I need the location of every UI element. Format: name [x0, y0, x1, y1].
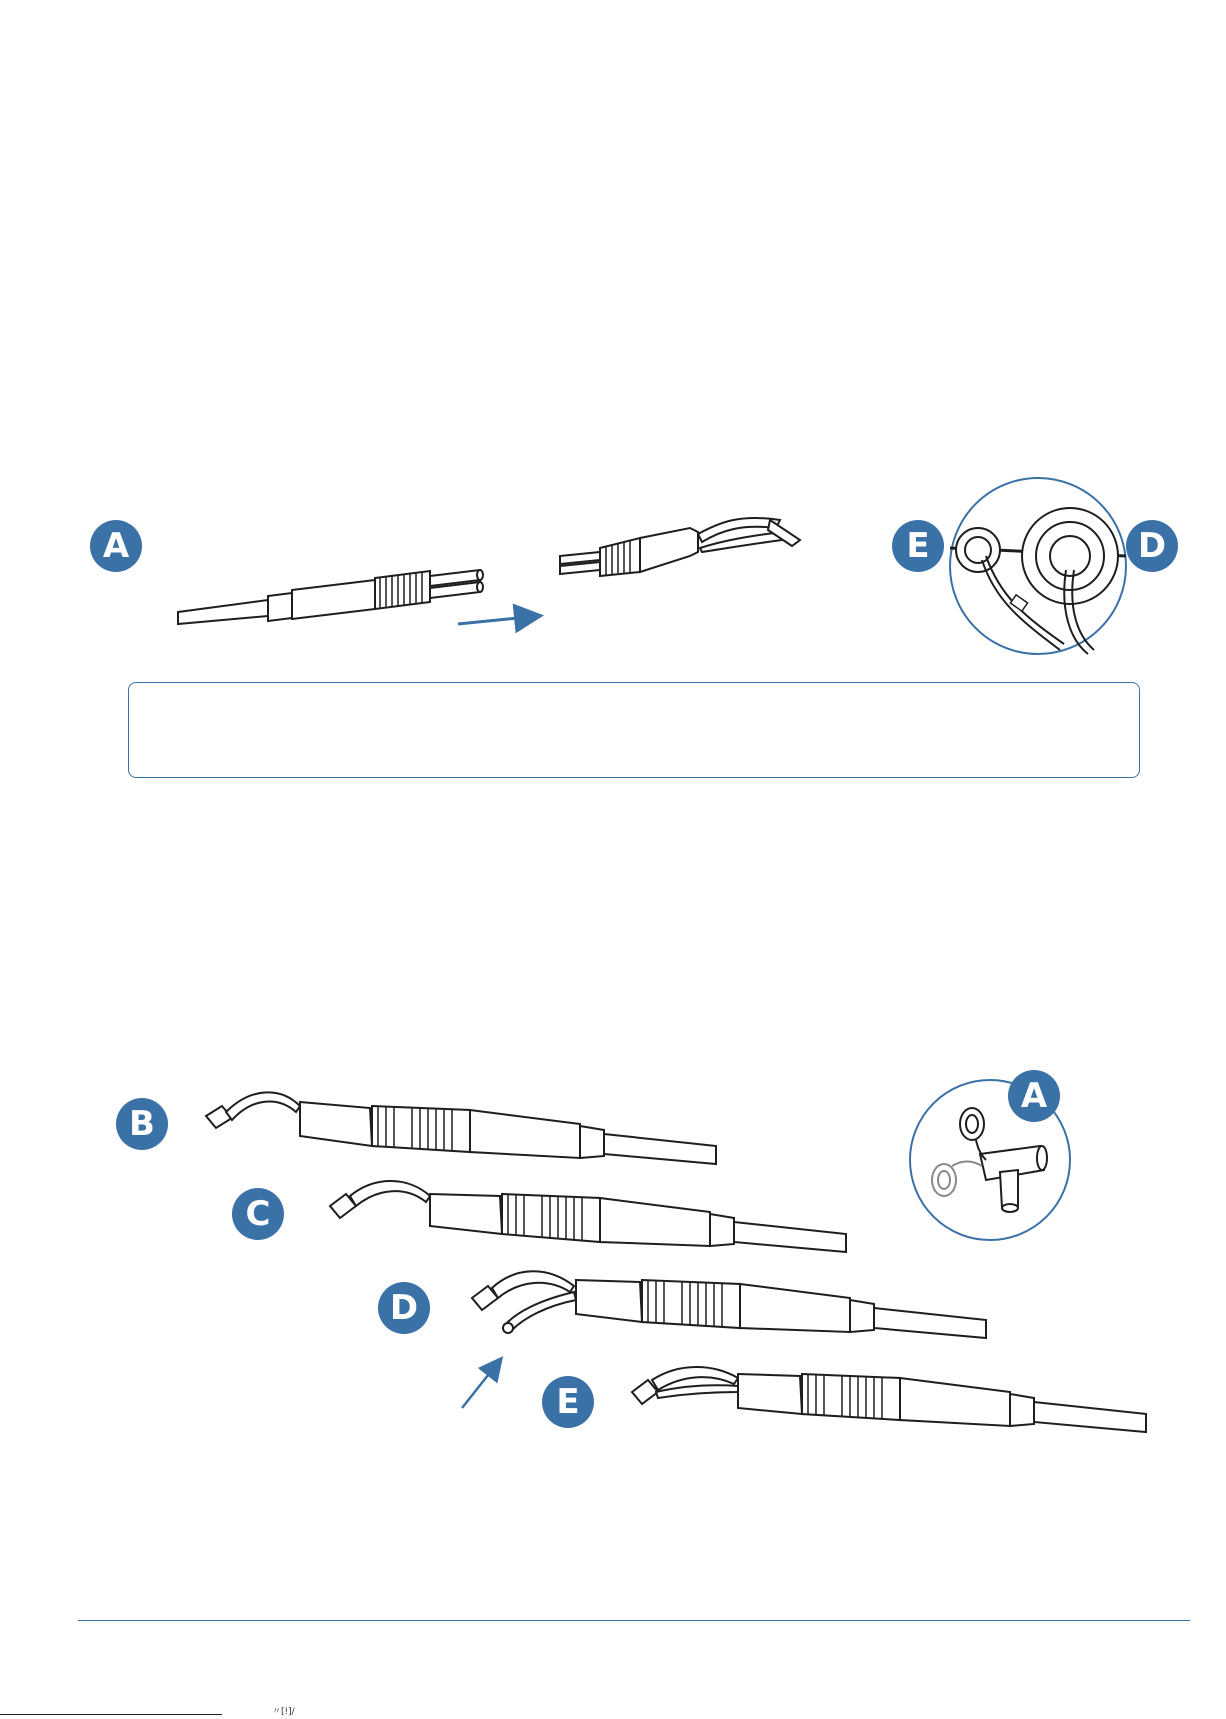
- label-a-inset-badge: A: [1008, 1070, 1060, 1122]
- connector-left-illustration: [178, 570, 483, 624]
- d-port-arrow: [462, 1360, 500, 1408]
- footer-line: [0, 1714, 222, 1715]
- label-c-badge: C: [232, 1188, 284, 1240]
- insert-arrow: [458, 616, 538, 624]
- label-e2-badge: E: [542, 1376, 594, 1428]
- label-a-badge: A: [90, 520, 142, 572]
- label-d2-badge: D: [378, 1282, 430, 1334]
- handpiece-e-illustration: [632, 1367, 1146, 1432]
- note-box: [128, 682, 1140, 778]
- handpiece-d-illustration: [472, 1271, 986, 1338]
- handpiece-b-illustration: [206, 1092, 716, 1164]
- label-b-badge: B: [116, 1098, 168, 1150]
- footer-rule: [78, 1620, 1190, 1621]
- handpiece-c-illustration: [330, 1181, 846, 1252]
- port-inset-illustration: [950, 478, 1126, 654]
- label-e-badge: E: [892, 520, 944, 572]
- handpiece-tip-illustration: [560, 518, 800, 576]
- footer-mark: 〃[!]/: [272, 1707, 295, 1717]
- label-d-badge: D: [1126, 520, 1178, 572]
